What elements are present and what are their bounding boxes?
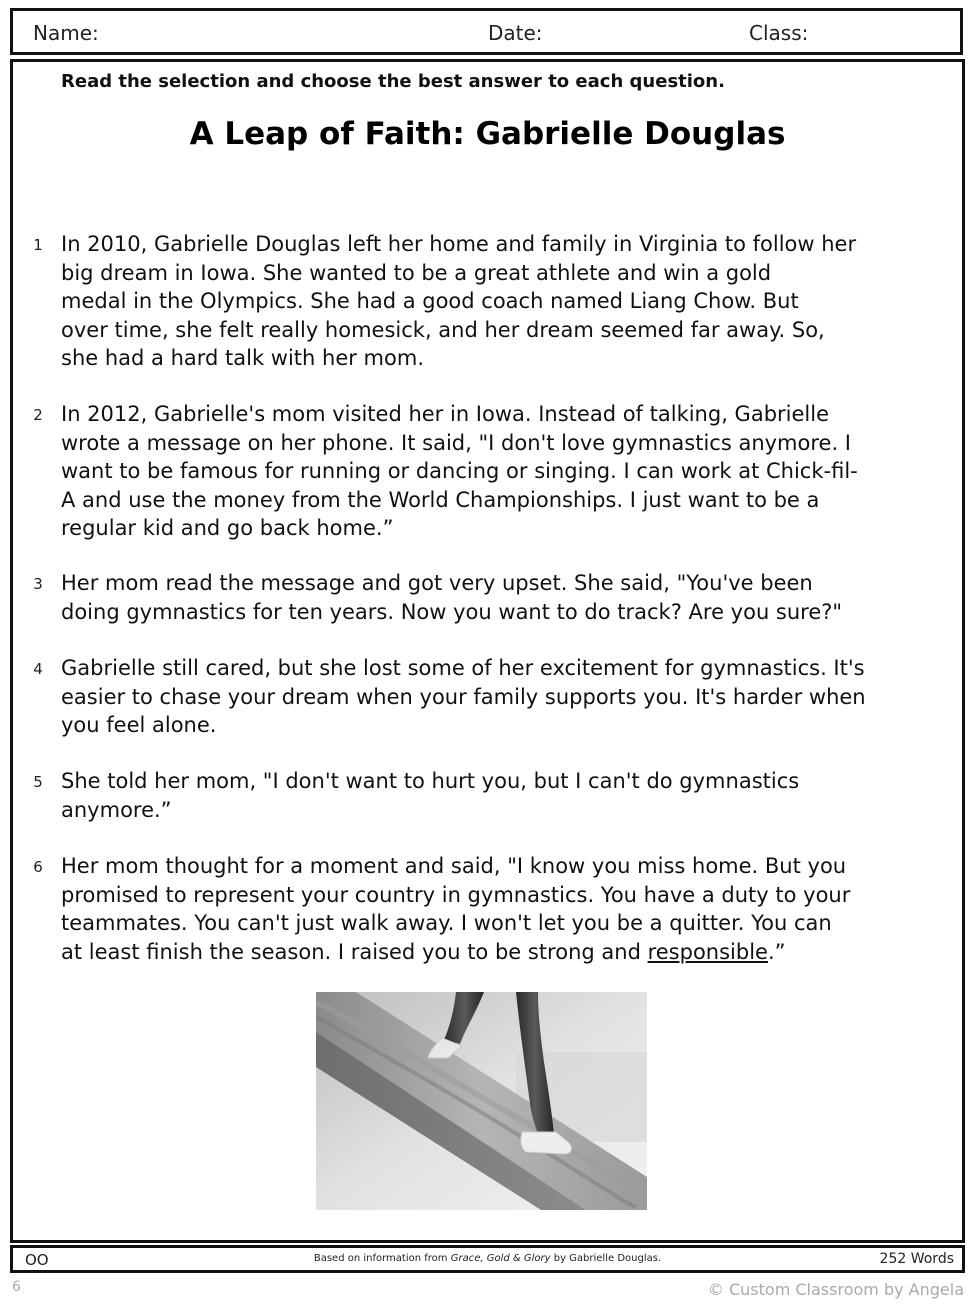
footer-left-marker: OO: [25, 1251, 49, 1269]
text-segment: .”: [767, 939, 786, 964]
text-line: A and use the money from the World Championships. I just want to be a: [61, 487, 820, 512]
footer-bar: [10, 1245, 965, 1273]
text-line: In 2010, Gabrielle Douglas left her home and family in Virginia to follow her: [61, 232, 857, 256]
paragraph-number: 2: [33, 406, 43, 424]
text-line: regular kid and go back home.”: [61, 516, 394, 540]
copyright-notice: © Custom Classroom by Angela: [707, 1280, 964, 1299]
text-line: [61, 938, 931, 967]
text-line: doing gymnastics for ten years. Now you want to do track? Are you sure?": [61, 599, 843, 624]
paragraph-text: [61, 569, 931, 626]
text-line: over time, she felt really homesick, and her dream seemed far away. So,: [61, 317, 825, 342]
student-info-header: [10, 8, 963, 55]
text-line: In 2012, Gabrielle's mom visited her in Iowa. Instead of talking, Gabrielle: [61, 402, 829, 426]
text-line: easier to chase your dream when your family supports you. It's harder when: [61, 684, 866, 709]
page-number: 6: [12, 1279, 21, 1295]
text-line: teammates. You can't just walk away. I won't let you be a quitter. You can: [61, 911, 832, 935]
date-label: Date:: [488, 21, 543, 45]
text-line: want to be famous for running or dancing or singing. I can work at Chick-fil-: [61, 459, 858, 483]
text-line: you feel alone.: [61, 713, 217, 737]
paragraph-text: [61, 767, 931, 824]
paragraph-number: 5: [33, 773, 43, 791]
paragraph-text: [61, 400, 931, 543]
instructions: Read the selection and choose the best answer to each question.: [61, 71, 725, 92]
paragraph-text: [61, 852, 931, 966]
text-line: she had a hard talk with her mom.: [61, 346, 424, 370]
text-line: She told her mom, "I don't want to hurt you, but I can't do gymnastics: [61, 769, 800, 793]
text-line: wrote a message on her phone. It said, "I don't love gymnastics anymore. I: [61, 430, 852, 455]
citation-suffix: by Gabrielle Douglas.: [550, 1253, 662, 1264]
paragraph-number: 3: [33, 575, 43, 593]
text-line: Her mom thought for a moment and said, "I know you miss home. But you: [61, 854, 847, 878]
text-line: anymore.”: [61, 797, 172, 822]
paragraph-number: 4: [33, 660, 43, 678]
citation-book-title: Grace, Gold & Glory: [450, 1253, 551, 1264]
paragraph-number: 6: [33, 858, 43, 876]
word-count: 252 Words: [879, 1251, 954, 1267]
text-line: big dream in Iowa. She wanted to be a great athlete and win a gold: [61, 260, 772, 285]
text-line: Gabrielle still cared, but she lost some of her excitement for gymnastics. It's: [61, 656, 865, 680]
name-label: Name:: [33, 21, 99, 45]
text-line: medal in the Olympics. She had a good coach named Liang Chow. But: [61, 289, 799, 313]
class-label: Class:: [749, 21, 809, 45]
text-line: promised to represent your country in gymnastics. You have a duty to your: [61, 882, 851, 907]
balance-beam-photo: [316, 992, 647, 1210]
balance-beam-illustration: [316, 992, 647, 1210]
passage-title: A Leap of Faith: Gabrielle Douglas: [189, 116, 786, 152]
paragraph-number: 1: [33, 236, 43, 254]
vocabulary-word-responsible: responsible: [647, 939, 768, 964]
text-segment: at least finish the season. I raised you to be strong and: [61, 939, 648, 964]
paragraph-text: [61, 654, 931, 740]
source-citation: [13, 1253, 962, 1264]
text-line: Her mom read the message and got very upset. She said, "You've been: [61, 571, 813, 595]
citation-prefix: Based on information from: [313, 1253, 451, 1264]
paragraph-text: [61, 230, 931, 373]
